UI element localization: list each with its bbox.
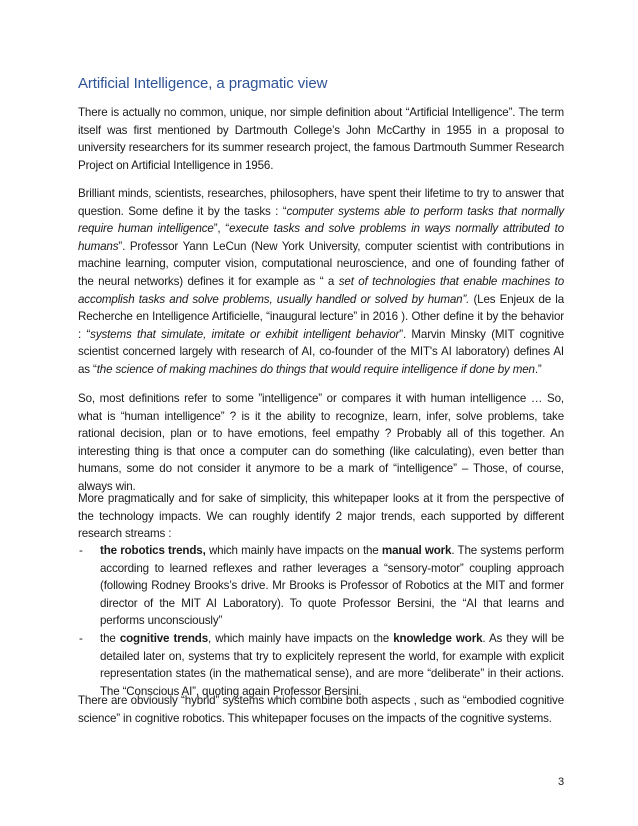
paragraph-pragmatic: More pragmatically and for sake of simplicity, this whitepaper looks at it from the perspective of the technology impacts. We can roughly identify 2 major trends, each supported by different research streams : bbox=[78, 492, 564, 541]
list-item-robotics: - the robotics trends, which mainly have impacts on the manual work. The systems perform according to learned reflexes and rather leverages a “sensory-motor” coupling approach (following Rodney Brooks’s drive. Mr Brooks is Professor of Robotics at the MIT and former director of the MIT AI Laboratory). To quote Professor Bersini, the “AI that learns and performs unconsciously” bbox=[79, 544, 564, 628]
paragraph-human-intelligence: So, most definitions refer to some ”intelligence” or compares it with human intelligence … So, what is “human intelligence” ? is it the ability to recognize, learn, infer, solve problems, take rational decision, plan or to have emotions, feel empathy ? Probably all of this together. An interesting thing is that once a computer can do something (like calculating), even better than humans, some do not consider it anymore to be a mark of “intelligence” – Those, of course, always win. bbox=[78, 392, 564, 493]
section-heading: Artificial Intelligence, a pragmatic view bbox=[78, 75, 328, 92]
paragraph-definition: There is actually no common, unique, nor simple definition about “Artificial Intelligence”. The term itself was first mentioned by Dartmouth College’s John McCarthy in 1955 in a proposal to university researchers for its summer research project, the famous Dartmouth Summer Research Project on Artificial Intelligence in 1956. bbox=[78, 106, 564, 172]
list-item-cognitive: - the cognitive trends, which mainly have impacts on the knowledge work. As they will be detailed later on, systems that try to explicitely represent the world, for example with explicit representation states (in the mathematical sense), and are more “deliberate” in their actions. The “Conscious AI”, quoting again Professor Bersini. bbox=[79, 631, 564, 698]
paragraph-hybrid: There are obviously “hybrid” systems which combine both aspects , such as “embodied cognitive science” in cognitive robotics. This whitepaper focuses on the impacts of the cognitive systems. bbox=[78, 694, 564, 725]
page-number: 3 bbox=[558, 776, 565, 788]
trends-list bbox=[78, 542, 564, 700]
paragraph-brilliant-minds: Brilliant minds, scientists, researches, philosophers, have spent their lifetime to try to answer that question. Some define it by the tasks : “computer systems able to perform tasks that normally require human intelligence”, “execute tasks and solve problems in ways normally attributed to humans”. Professor Yann LeCun (New York University, computer scientist with contributions in machine learning, computer vision, computational neuroscience, and one of founding father of the neural networks) defines it for example as “ a set of technologies that enable machines to accomplish tasks and solve problems, usually handled or solved by human”. (Les Enjeux de la Recherche en Intelligence Artificielle, “inaugural lecture” in 2016 ). Other define it by the behavior : “systems that simulate, imitate or exhibit intelligent behavior”. Marvin Minsky (MIT cognitive scientist concerned largely with research of AI, co-founder of the MIT's AI laboratory) defines AI as “the science of making machines do things that would require intelligence if done by men.” bbox=[78, 187, 565, 376]
